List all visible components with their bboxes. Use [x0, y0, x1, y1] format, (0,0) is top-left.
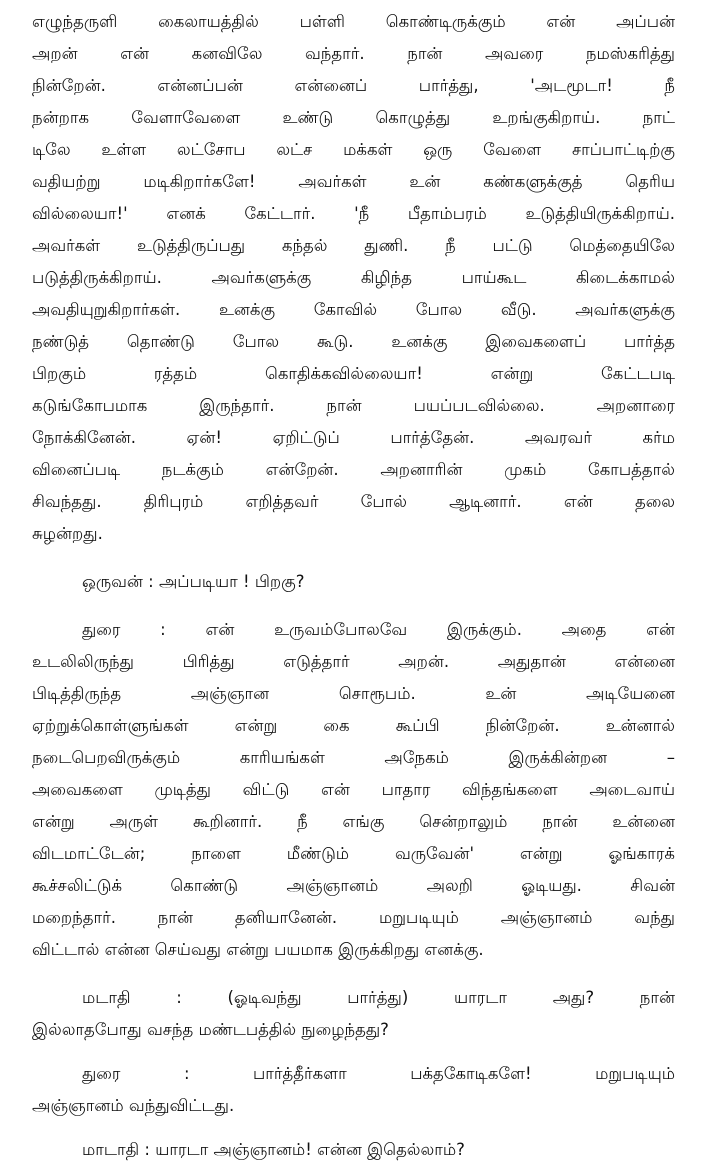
text-line: மடாதி : (ஓடிவந்து பார்த்து) யாரடா அது? நான் [82, 988, 675, 1007]
text-line: இல்லாதபோது வசந்த மண்டபத்தில் நுழைந்தது? [32, 1020, 389, 1039]
text-line: நடைபெறவிருக்கும் காரியங்கள் அநேகம் இருக்கின்றன – [32, 748, 675, 767]
text-line: அவதியுறுகிறார்கள். உனக்கு கோவில் போல வீடு. அவர்களுக்கு [32, 300, 675, 319]
text-line: நன்றாக வேளாவேளை உண்டு கொழுத்து உறங்குகிறாய். நாட் [32, 108, 675, 127]
text-line: டிலே உள்ள லட்சோப லட்ச மக்கள் ஒரு வேளை சாப்பாட்டிற்கு [32, 140, 675, 159]
text-line: நோக்கினேன். ஏன்! ஏறிட்டுப் பார்த்தேன். அவரவர் கர்ம [32, 428, 675, 447]
dialogue-durai [32, 614, 675, 966]
text-line: வினைப்படி நடக்கும் என்றேன். அறனாரின் முகம் கோபத்தால் [32, 460, 675, 479]
text-line: சுழன்றது. [32, 524, 103, 543]
paragraph-narration [32, 6, 675, 550]
text-line: கூச்சலிட்டுக் கொண்டு அஞ்ஞானம் அலறி ஓடியது. சிவன் [32, 876, 675, 895]
text-line: மறைந்தார். நான் தனியானேன். மறுபடியும் அஞ்ஞானம் வந்து [32, 908, 675, 927]
text-line: ஒருவன் : அப்படியா ! பிறகு? [82, 572, 305, 591]
text-line: விடமாட்டேன்; நாளை மீண்டும் வருவேன்' என்று ஓங்காரக் [32, 844, 675, 863]
text-line: ஏற்றுக்கொள்ளுங்கள் என்று கை கூப்பி நின்றேன். உன்னால் [32, 716, 675, 735]
text-line: எழுந்தருளி கைலாயத்தில் பள்ளி கொண்டிருக்கும் என் அப்பன் [32, 12, 675, 31]
text-line: வில்லையா!' எனக் கேட்டார். 'நீ பீதாம்பரம் உடுத்தியிருக்கிறாய். [32, 204, 675, 223]
text-line: துரை : பார்த்தீர்களா பக்தகோடிகளே! மறுபடியும் [82, 1064, 675, 1083]
text-line: அவர்கள் உடுத்திருப்பது கந்தல் துணி. நீ பட்டு மெத்தையிலே [32, 236, 675, 255]
text-line: கடுங்கோபமாக இருந்தார். நான் பயப்படவில்லை. அறனாரை [32, 396, 675, 415]
text-line: அறன் என் கனவிலே வந்தார். நான் அவரை நமஸ்கரித்து [32, 44, 675, 63]
dialogue-oruvan [32, 566, 675, 598]
text-line: உடலிலிருந்து பிரித்து எடுத்தார் அறன். அதுதான் என்னை [32, 652, 675, 671]
text-line: அஞ்ஞானம் வந்துவிட்டது. [32, 1096, 235, 1115]
text-line: என்று அருள் கூறினார். நீ எங்கு சென்றாலும் நான் உன்னை [32, 812, 675, 831]
text-line: அவைகளை முடித்து விட்டு என் பாதார விந்தங்களை அடைவாய் [32, 780, 675, 799]
text-line: நண்டுத் தொண்டு போல கூடு. உனக்கு இவைகளைப் பார்த்த [32, 332, 675, 351]
text-line: பிடித்திருந்த அஞ்ஞான சொரூபம். உன் அடியேனை [32, 684, 675, 703]
text-line: நின்றேன். என்னப்பன் என்னைப் பார்த்து, 'அடமூடா! நீ [32, 76, 675, 95]
text-line: வதியற்று மடிகிறார்களே! அவர்கள் உன் கண்களுக்குத் தெரிய [32, 172, 675, 191]
text-line: சிவந்தது. திரிபுரம் எறித்தவர் போல் ஆடினார். என் தலை [32, 492, 675, 511]
dialogue-madathi-2 [32, 1134, 675, 1166]
text-line: படுத்திருக்கிறாய். அவர்களுக்கு கிழிந்த பாய்கூட கிடைக்காமல் [32, 268, 675, 287]
text-line: துரை : என் உருவம்போலவே இருக்கும். அதை என் [82, 620, 675, 639]
dialogue-durai-2 [32, 1058, 675, 1122]
text-line: மாடாதி : யாரடா அஞ்ஞானம்! என்ன இதெல்லாம்? [82, 1140, 465, 1159]
dialogue-madathi [32, 982, 675, 1046]
text-line: விட்டால் என்ன செய்வது என்று பயமாக இருக்கிறது எனக்கு. [32, 940, 484, 959]
text-line: பிறகும் ரத்தம் கொதிக்கவில்லையா! என்று கேட்டபடி [32, 364, 675, 383]
